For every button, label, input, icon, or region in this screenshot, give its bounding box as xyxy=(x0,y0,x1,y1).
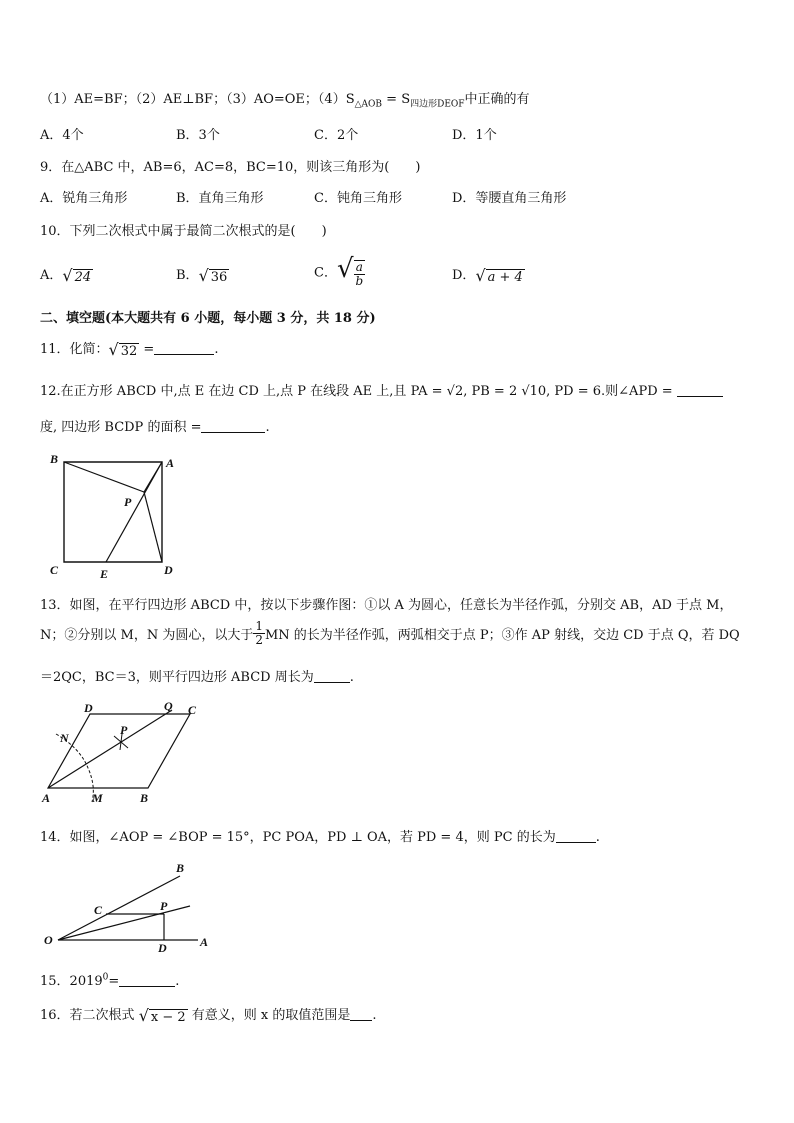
q10-option-a: A．√ 24 xyxy=(40,265,92,285)
answer-blank[interactable] xyxy=(314,668,350,683)
q13-line2: N；②分别以 M，N 为圆心，以大于 $\frac{1}{2}$ MN 的长为半径作弧，两弧相交于点 P；③作 AP 射线，交边 CD 于点 Q，若 DQ xyxy=(40,619,740,647)
label-b: B xyxy=(140,791,149,805)
sqrt-symbol: √ 36 xyxy=(198,265,228,285)
q16: 16．若二次根式 √ x − 2 有意义，则 x 的取值范围是 . xyxy=(40,1005,377,1025)
label-p: P xyxy=(120,723,128,737)
q10-option-b: B．√ 36 xyxy=(176,265,228,285)
answer-blank[interactable] xyxy=(201,418,265,433)
sqrt-symbol: √ 32 xyxy=(108,339,138,359)
label-d: D xyxy=(158,941,167,952)
q12-line1: 12.在正方形 ABCD 中,点 E 在边 CD 上,点 P 在线段 AE 上,且 PA = √2, PB = 2 √10, PD = 6.则∠APD = xyxy=(40,380,723,399)
answer-blank[interactable] xyxy=(556,828,596,843)
answer-blank[interactable] xyxy=(350,1006,372,1021)
parallelogram-abcd xyxy=(48,714,190,788)
fraction-one-half: $\frac{1}{2}$ xyxy=(255,619,263,647)
label-m: M xyxy=(92,791,103,805)
q9-option-a: A．锐角三角形 xyxy=(40,191,128,206)
label-c: C xyxy=(50,563,59,577)
q8-statements: （1）AE=BF；（2）AE⊥BF；（3）AO=OE；（4） xyxy=(40,92,346,107)
q13-parallelogram-figure xyxy=(40,698,210,810)
ray-op xyxy=(58,906,190,940)
q12-square-figure xyxy=(44,450,184,582)
q8-option-c: C．2个 xyxy=(314,128,359,143)
label-a: A xyxy=(200,935,209,949)
q8-s-area-1: $S_{\triangle AOB}$ xyxy=(345,92,383,110)
q10-option-c: C．√ $\frac{a}{b}$ xyxy=(314,254,364,288)
ray-aq xyxy=(48,710,172,788)
segment-ae xyxy=(106,462,162,562)
q8-statements-line: （1）AE=BF；（2）AE⊥BF；（3）AO=OE；$(4)S_{\triangle AOB} = S_{四边形DEOF}$中正确的有 xyxy=(40,92,530,110)
label-b: B xyxy=(50,452,59,466)
label-d: D xyxy=(164,563,173,577)
label-d: D xyxy=(84,701,93,715)
q8-s-area-2: $S_{四边形DEOF}$ xyxy=(401,92,465,110)
q13-line1: 13．如图，在平行四边形 ABCD 中，按以下步骤作图：①以 A 为圆心，任意长为半径作弧，分别交 AB，AD 于点 M， xyxy=(40,598,733,613)
label-c: C xyxy=(188,703,197,717)
q10-stem: 10．下列二次根式中属于最简二次根式的是( ) xyxy=(40,224,327,239)
q9-option-d: D．等腰直角三角形 xyxy=(452,191,567,206)
square-abcd xyxy=(64,462,162,562)
section-2-title: 二、填空题(本大题共有 6 小题，每小题 3 分，共 18 分) xyxy=(40,311,376,326)
q12-line2: 度, 四边形 BCDP 的面积 = . xyxy=(40,420,270,435)
label-a: A xyxy=(166,456,175,470)
q14-angle-figure xyxy=(40,860,220,952)
answer-blank[interactable] xyxy=(154,340,214,355)
q10-option-d: D．√ a + 4 xyxy=(452,265,523,285)
label-p: P xyxy=(124,495,132,509)
q9-option-b: B．直角三角形 xyxy=(176,191,264,206)
segment-pd xyxy=(144,492,162,562)
label-e: E xyxy=(100,567,109,581)
label-b: B xyxy=(176,861,185,875)
segment-bp xyxy=(64,462,144,492)
q9-option-c: C．钝角三角形 xyxy=(314,191,402,206)
q15: 15．$2019^0=$ . xyxy=(40,972,180,989)
label-o: O xyxy=(44,933,53,947)
q8-option-a: A．4个 xyxy=(40,128,84,143)
sqrt-symbol: √ x − 2 xyxy=(138,1005,186,1025)
answer-blank[interactable] xyxy=(119,972,175,987)
q11: 11．化简：√ 32 = . xyxy=(40,339,219,359)
label-c: C xyxy=(94,903,103,917)
sqrt-fraction: √ $\frac{a}{b}$ xyxy=(336,254,364,288)
q9-stem: 9．在△ABC 中，AB=6，AC=8，BC=10，则该三角形为( ) xyxy=(40,160,421,175)
label-a: A xyxy=(42,791,51,805)
label-q: Q xyxy=(164,699,173,713)
q13-line3: ＝2QC，BC＝3，则平行四边形 ABCD 周长为 . xyxy=(40,670,354,685)
q8-option-b: B．3个 xyxy=(176,128,220,143)
q14-line: 14．如图，∠AOP = ∠BOP = 15°，PC POA，PD ⊥ OA，若 PD = 4，则 PC 的长为 . xyxy=(40,830,600,845)
label-n: N xyxy=(60,731,69,745)
q8-option-d: D．1个 xyxy=(452,128,497,143)
q8-suffix: 中正确的有 xyxy=(464,92,530,107)
label-p: P xyxy=(160,899,168,913)
answer-blank[interactable] xyxy=(677,382,723,397)
sqrt-symbol: √ a + 4 xyxy=(475,265,523,285)
sqrt-symbol: √ 24 xyxy=(62,265,92,285)
